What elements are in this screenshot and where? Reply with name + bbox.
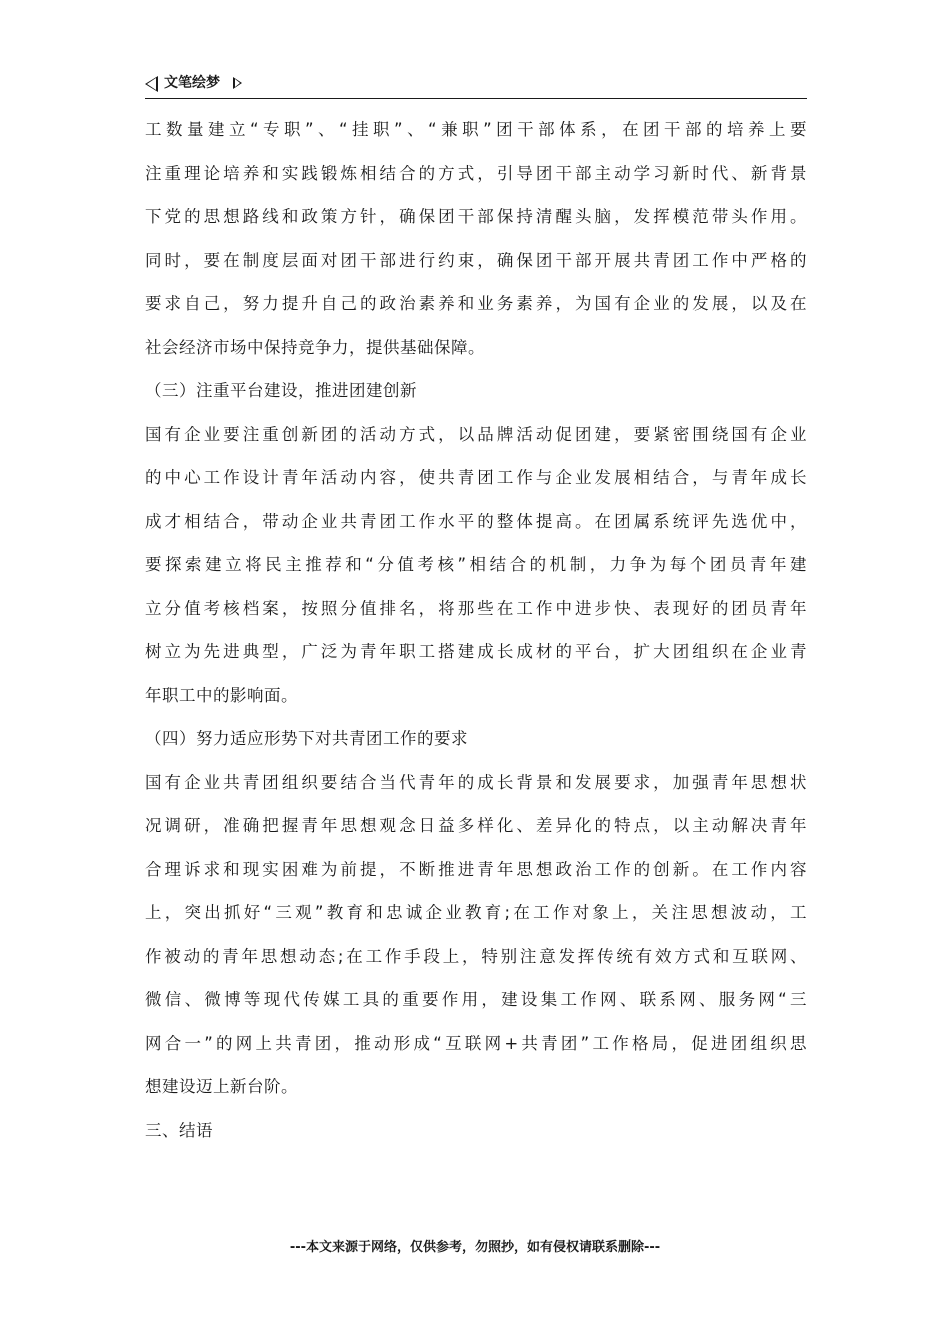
body-line: 年职工中的影响面。 <box>145 685 298 705</box>
body-line: 要探索建立将民主推荐和“分值考核”相结合的机制，力争为每个团员青年建 <box>145 555 807 574</box>
body-line: 国有企业共青团组织要结合当代青年的成长背景和发展要求，加强青年思想状 <box>145 772 807 792</box>
body-line: 网合一”的网上共青团，推动形成“互联网+共青团”工作格局，促进团组织思 <box>145 1033 807 1053</box>
body-line: 的中心工作设计青年活动内容，使共青团工作与企业发展相结合，与青年成长 <box>145 468 807 487</box>
section-heading: （三）注重平台建设，推进团建创新 <box>145 381 417 400</box>
body-line: 上，突出抓好“三观”教育和忠诚企业教育;在工作对象上，关注思想波动，工 <box>145 903 807 922</box>
section-heading: （四）努力适应形势下对共青团工作的要求 <box>145 729 468 748</box>
page-header <box>145 72 807 99</box>
body-line: 要求自己，努力提升自己的政治素养和业务素养，为国有企业的发展，以及在 <box>145 294 807 313</box>
body-line: 想建设迈上新台阶。 <box>145 1077 298 1096</box>
header-title: 文笔绘梦 <box>164 75 220 91</box>
body-line: 况调研，准确把握青年思想观念日益多样化、差异化的特点，以主动解决青年 <box>145 816 807 835</box>
body-line: 下党的思想路线和政策方针，确保团干部保持清醒头脑，发挥模范带头作用。 <box>145 207 807 226</box>
body-line: 树立为先进典型，广泛为青年职工搭建成长成材的平台，扩大团组织在企业青 <box>145 642 807 661</box>
body-line: 立分值考核档案，按照分值排名，将那些在工作中进步快、表现好的团员青年 <box>145 598 807 618</box>
body-line: 成才相结合，带动企业共青团工作水平的整体提高。在团属系统评先选优中， <box>145 511 807 531</box>
body-line: 社会经济市场中保持竞争力，提供基础保障。 <box>145 337 485 357</box>
triangle-left-icon <box>145 76 158 92</box>
footer-disclaimer: ---本文来源于网络，仅供参考，勿照抄，如有侵权请联系删除--- <box>289 1240 661 1255</box>
body-line: 作被动的青年思想动态;在工作手段上，特别注意发挥传统有效方式和互联网、 <box>145 946 807 966</box>
section-heading: 三、结语 <box>145 1120 213 1140</box>
body-line: 合理诉求和现实困难为前提，不断推进青年思想政治工作的创新。在工作内容 <box>145 859 807 879</box>
body-line: 注重理论培养和实践锻炼相结合的方式，引导团干部主动学习新时代、新背景 <box>145 163 807 183</box>
triangle-right-icon <box>233 77 242 89</box>
body-line: 国有企业要注重创新团的活动方式，以品牌活动促团建，要紧密围绕国有企业 <box>145 424 807 444</box>
body-line: 工数量建立“专职”、“挂职”、“兼职”团干部体系，在团干部的培养上要 <box>145 120 807 139</box>
body-line: 同时，要在制度层面对团干部进行约束，确保团干部开展共青团工作中严格的 <box>145 250 807 270</box>
body-line: 微信、微博等现代传媒工具的重要作用，建设集工作网、联系网、服务网“三 <box>145 990 807 1009</box>
document-body <box>145 108 807 1152</box>
